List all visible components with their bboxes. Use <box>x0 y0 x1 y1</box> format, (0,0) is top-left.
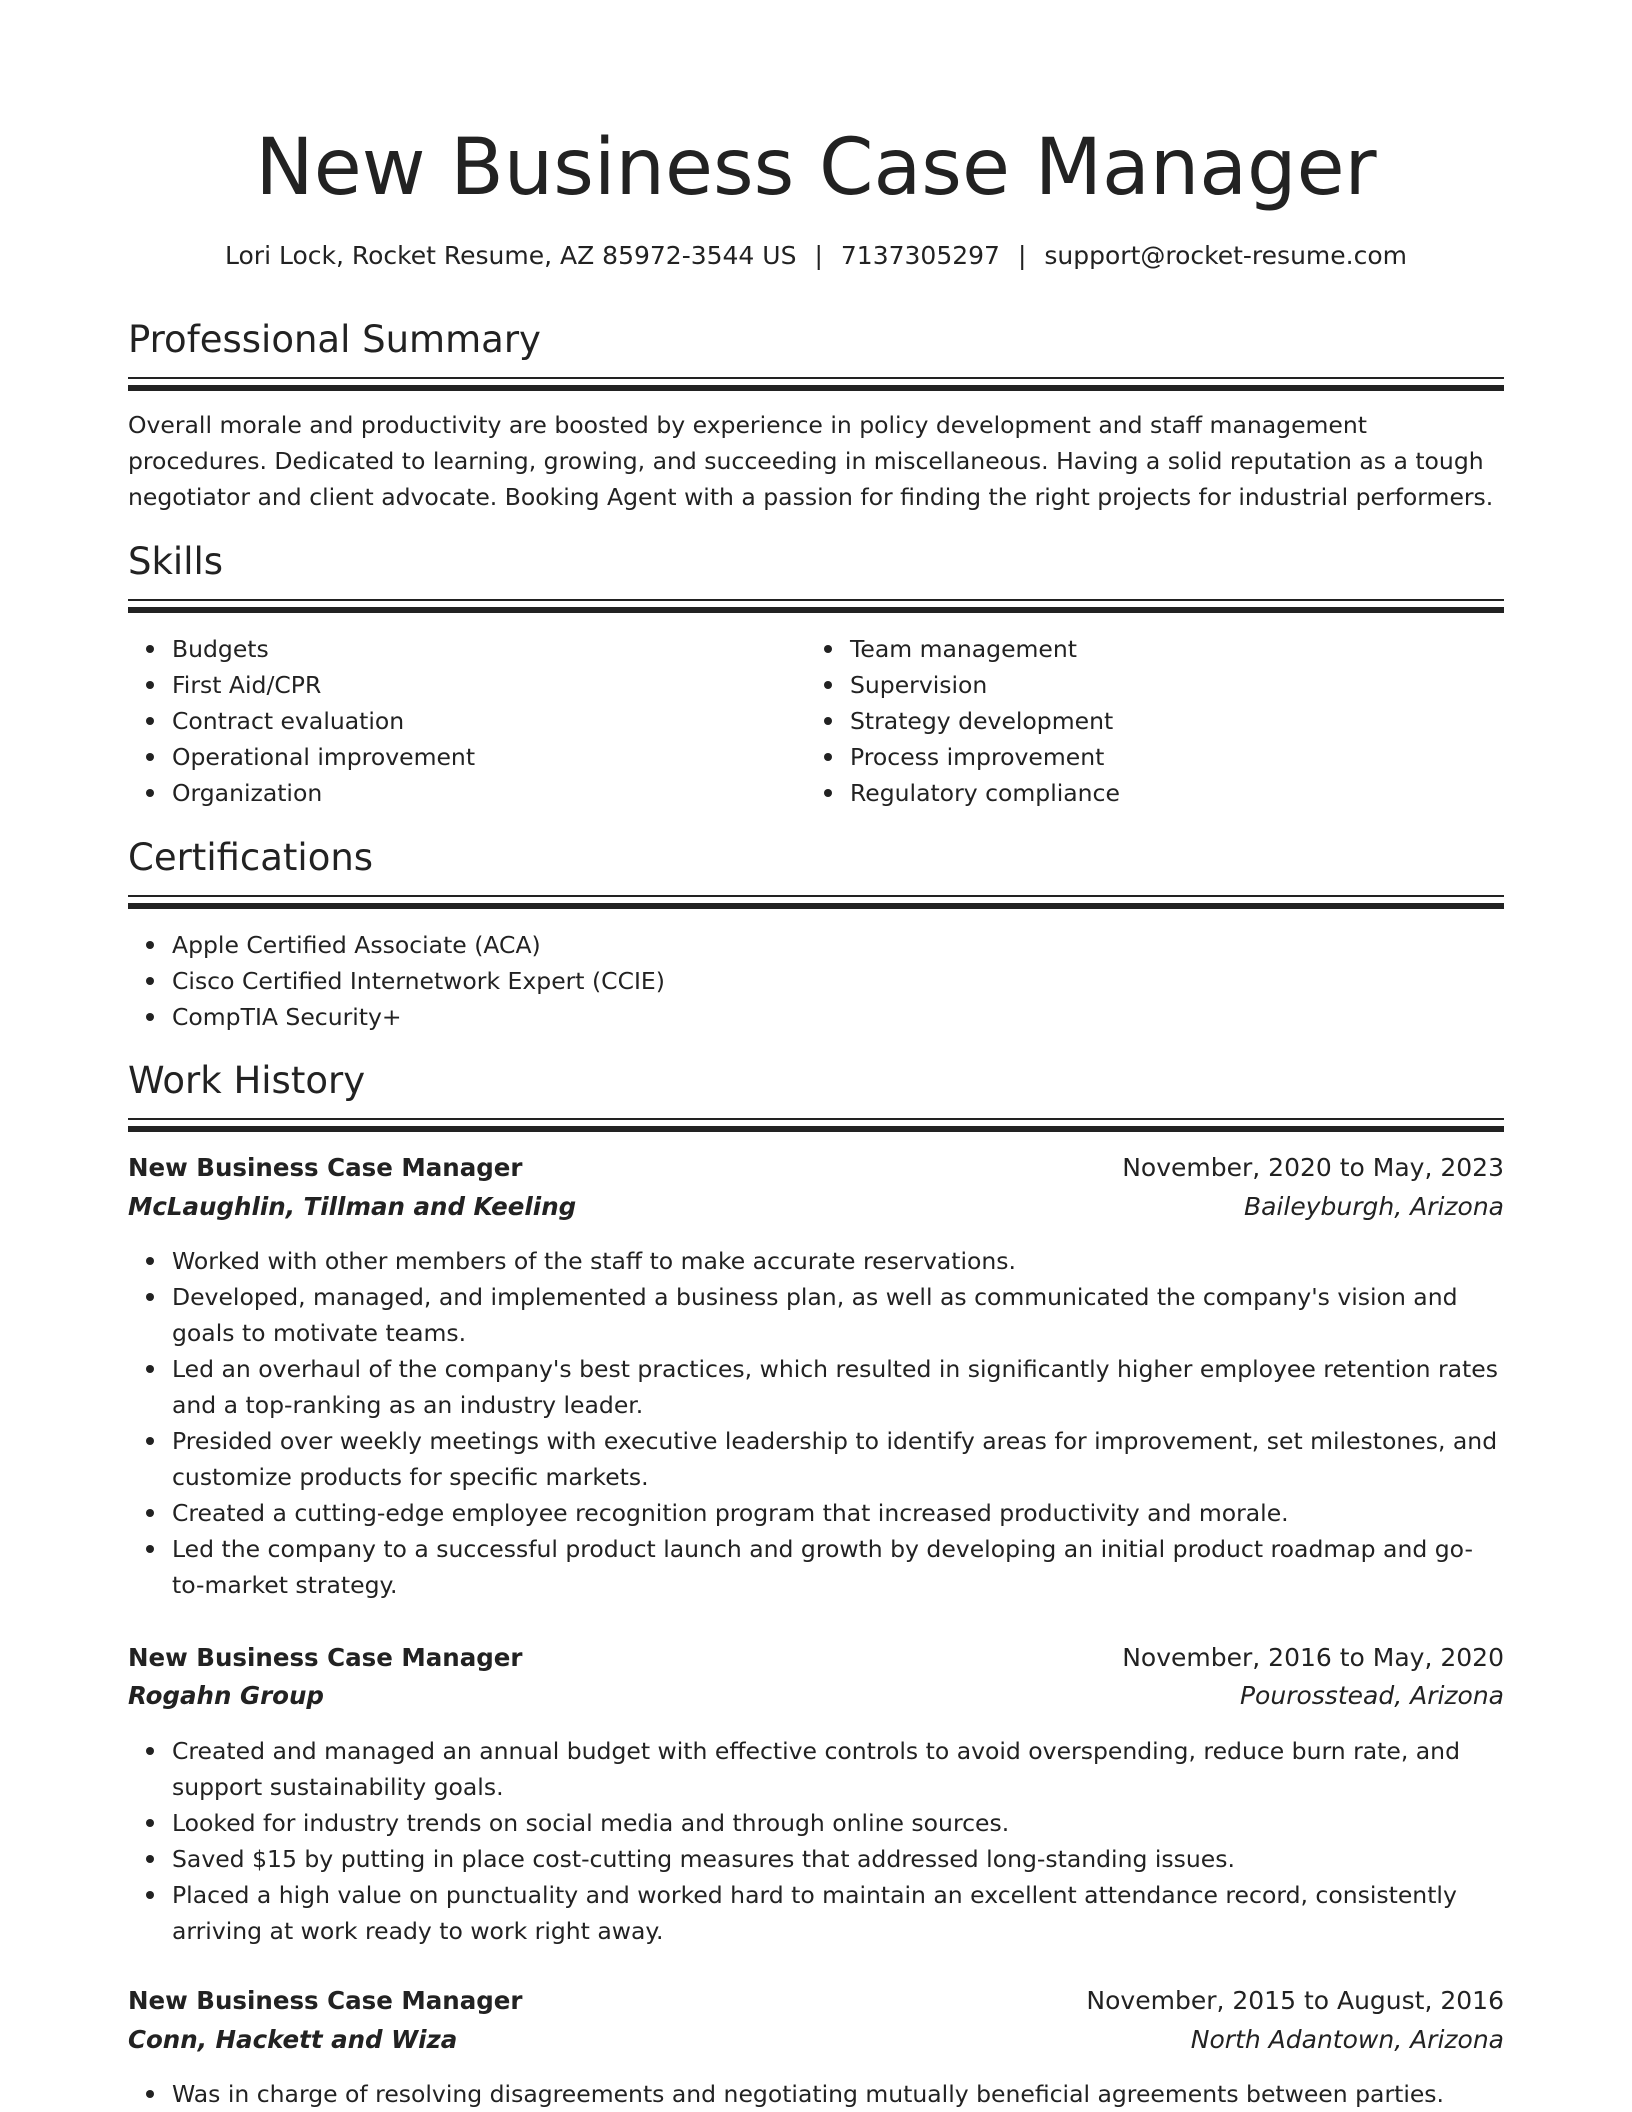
job-bullet: Led an overhaul of the company's best practices, which resulted in significantly higher employee retention rates and a top-ranking as an industry leader. <box>172 1351 1504 1423</box>
job-location: North Adantown, Arizona <box>1190 2025 1504 2054</box>
skill-item: Operational improvement <box>172 739 792 775</box>
skills-list-right <box>806 631 1500 811</box>
job-title: New Business Case Manager <box>128 1643 523 1672</box>
section-divider-thick <box>128 607 1504 613</box>
contact-separator: | <box>1017 241 1027 270</box>
skill-item: Process improvement <box>850 739 1500 775</box>
skill-item: First Aid/CPR <box>172 667 792 703</box>
job-title: New Business Case Manager <box>128 1986 523 2015</box>
job-company-row <box>128 2022 1504 2058</box>
job-bullet: Created and managed an annual budget with effective controls to avoid overspending, reduce burn rate, and support sustainability goals. <box>172 1733 1504 1805</box>
certification-item: Apple Certified Associate (ACA) <box>172 927 1504 963</box>
section-title: Certifications <box>128 836 374 879</box>
job-location: Baileyburgh, Arizona <box>1243 1192 1504 1221</box>
skill-item: Contract evaluation <box>172 703 792 739</box>
job-header-row <box>128 1150 1504 1186</box>
job-bullet: Placed a high value on punctuality and worked hard to maintain an excellent attendance record, consistently arriving at work ready to work right away. <box>172 1877 1504 1949</box>
job-bullets <box>128 1243 1504 1603</box>
certifications-list <box>128 927 1504 1035</box>
section-title: Skills <box>128 540 224 583</box>
skill-item: Budgets <box>172 631 792 667</box>
section-divider-thick <box>128 1126 1504 1132</box>
job-dates: November, 2016 to May, 2020 <box>1122 1643 1504 1672</box>
job-company: Conn, Hackett and Wiza <box>128 2025 458 2054</box>
section-divider-thin <box>128 599 1504 601</box>
section-divider-thick <box>128 385 1504 391</box>
job-bullet: Presided over weekly meetings with executive leadership to identify areas for improvement, set milestones, and customize products for specific markets. <box>172 1423 1504 1495</box>
summary-text: Overall morale and productivity are boosted by experience in policy development and staff management procedures. Dedicated to learning, growing, and succeeding in miscellaneous. Having a solid reputation as a tough negotiator and client advocate. Booking Agent with a passion for finding the right projects for industrial performers. <box>128 411 1494 511</box>
certification-item: Cisco Certified Internetwork Expert (CCIE) <box>172 963 1504 999</box>
section-title: Work History <box>128 1059 366 1102</box>
section-certifications-heading <box>128 834 1504 882</box>
job-title: New Business Case Manager <box>128 1153 523 1182</box>
contact-address: Lori Lock, Rocket Resume, AZ 85972-3544 US <box>225 241 797 270</box>
skill-item: Organization <box>172 775 792 811</box>
job-bullet: Developed, managed, and implemented a business plan, as well as communicated the company's vision and goals to motivate teams. <box>172 1279 1504 1351</box>
contact-separator: | <box>814 241 823 270</box>
skills-list-left <box>128 631 792 811</box>
contact-phone: 7137305297 <box>840 241 1000 270</box>
job-bullet: Worked with other members of the staff to make accurate reservations. <box>172 1243 1504 1279</box>
skill-item: Team management <box>850 631 1500 667</box>
job-bullets <box>128 1733 1504 1949</box>
skill-item: Regulatory compliance <box>850 775 1500 811</box>
job-bullet: Was in charge of resolving disagreements and negotiating mutually beneficial agreements between parties. <box>172 2076 1504 2112</box>
job-company: McLaughlin, Tillman and Keeling <box>128 1192 577 1221</box>
section-summary-heading <box>128 316 1504 364</box>
section-divider-thin <box>128 377 1504 379</box>
contact-line <box>128 238 1504 274</box>
job-bullet: Saved $15 by putting in place cost-cutting measures that addressed long-standing issues. <box>172 1841 1504 1877</box>
certification-item: CompTIA Security+ <box>172 999 1504 1035</box>
resume-name: New Business Case Manager <box>255 123 1377 213</box>
skill-item: Strategy development <box>850 703 1500 739</box>
job-bullets <box>128 2076 1504 2112</box>
section-divider-thin <box>128 1118 1504 1120</box>
job-header-row <box>128 1640 1504 1676</box>
job-dates: November, 2020 to May, 2023 <box>1122 1153 1504 1182</box>
job-company: Rogahn Group <box>128 1681 324 1710</box>
job-bullet: Looked for industry trends on social media and through online sources. <box>172 1805 1504 1841</box>
job-bullet: Led the company to a successful product launch and growth by developing an initial product roadmap and go-to-market strategy. <box>172 1531 1504 1603</box>
section-skills-heading <box>128 538 1504 586</box>
section-divider-thin <box>128 895 1504 897</box>
job-location: Pourosstead, Arizona <box>1239 1681 1504 1710</box>
section-title: Professional Summary <box>128 318 541 361</box>
job-dates: November, 2015 to August, 2016 <box>1086 1986 1504 2015</box>
job-company-row <box>128 1678 1504 1714</box>
job-company-row <box>128 1189 1504 1225</box>
contact-email: support@rocket-resume.com <box>1044 241 1407 270</box>
section-divider-thick <box>128 903 1504 909</box>
job-bullet: Created a cutting-edge employee recognition program that increased productivity and morale. <box>172 1495 1504 1531</box>
section-work-heading <box>128 1057 1504 1105</box>
skill-item: Supervision <box>850 667 1500 703</box>
job-header-row <box>128 1983 1504 2019</box>
